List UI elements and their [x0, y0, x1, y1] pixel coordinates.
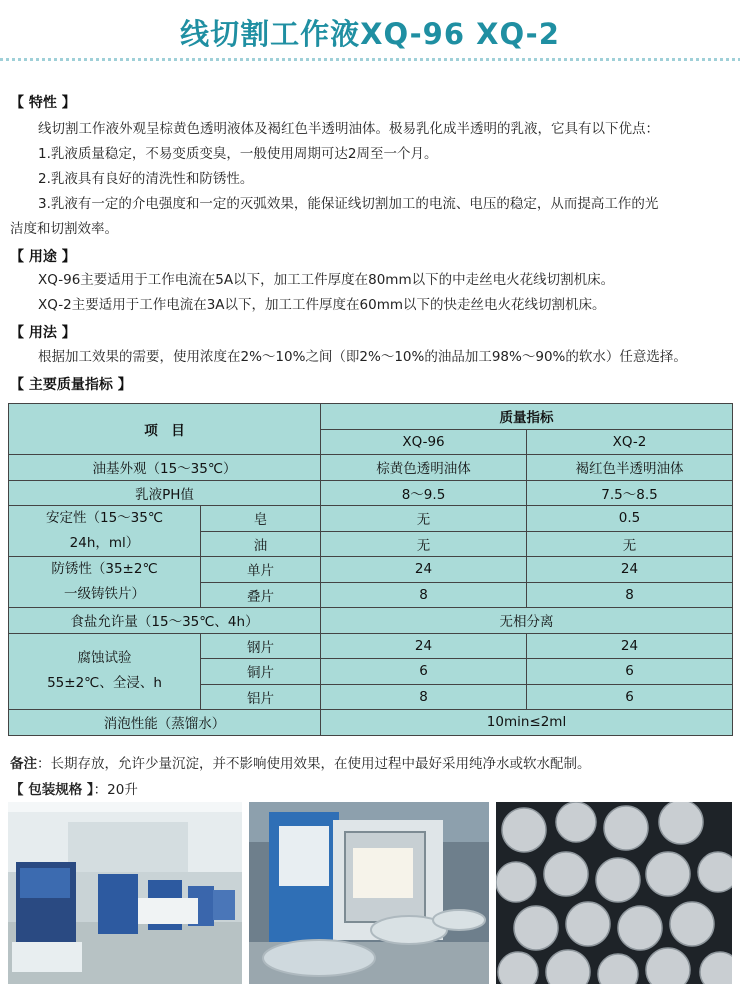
rust-single-xq2: 24: [527, 557, 733, 583]
index-header: 质量指标: [321, 404, 733, 430]
method-line: 根据加工效果的需要，使用浓度在2%～10%之间（即2%～10%的油品加工98%～90%的软水）任意选择。: [38, 349, 687, 365]
corrosion-aluminum-xq2: 6: [527, 684, 733, 710]
stability-soap-label: 皂: [201, 506, 321, 532]
features-line: 洁度和切割效率。: [10, 221, 118, 237]
features-line: 2.乳液具有良好的清洗性和防锈性。: [38, 171, 254, 187]
rust-single-xq96: 24: [321, 557, 527, 583]
corrosion-label: [9, 633, 201, 710]
uses-line: XQ-96主要适用于工作电流在5A以下，加工工件厚度在80mm以下的中走丝电火花线切割机床。: [38, 272, 615, 288]
ph-xq96: 8～9.5: [321, 480, 527, 506]
rust-stack-label: 叠片: [201, 582, 321, 608]
rust-stack-xq2: 8: [527, 582, 733, 608]
rust-label-line1: 防锈性（35±2℃: [51, 561, 158, 577]
features-line: 3.乳液有一定的介电强度和一定的灭弧效果，能保证线切割加工的电流、电压的稳定，从而提高工作的光: [38, 196, 659, 212]
stability-oil-xq96: 无: [321, 531, 527, 557]
note: [10, 752, 591, 772]
stability-oil-xq2: 无: [527, 531, 733, 557]
features-heading: 【 特性 】: [10, 95, 76, 111]
rust-label: [9, 557, 201, 608]
corrosion-copper-label: 铜片: [201, 659, 321, 685]
stability-label-line2: 24h，ml）: [69, 535, 140, 551]
corrosion-copper-xq96: 6: [321, 659, 527, 685]
features-line: 1.乳液质量稳定，不易变质变臭，一般使用周期可达2周至一个月。: [38, 146, 438, 162]
corrosion-steel-label: 钢片: [201, 633, 321, 659]
note-text: ：长期存放，允许少量沉淀，并不影响使用效果，在使用过程中最好采用纯净水或软水配制。: [37, 756, 591, 772]
stability-label-line1: 安定性（15～35℃: [45, 510, 164, 526]
title-divider: [0, 58, 740, 61]
foam-value: 10min≤2ml: [321, 710, 733, 736]
appearance-xq2: 褐红色半透明油体: [527, 455, 733, 481]
quality-table: [8, 403, 733, 736]
corrosion-aluminum-label: 铝片: [201, 684, 321, 710]
quality-heading: 【 主要质量指标 】: [10, 377, 132, 393]
uses-line: XQ-2主要适用于工作电流在3A以下，加工工件厚度在60mm以下的快走丝电火花线切割机床。: [38, 297, 606, 313]
rust-stack-xq96: 8: [321, 582, 527, 608]
method-heading: 【 用法 】: [10, 325, 76, 341]
col-xq96: XQ-96: [321, 429, 527, 455]
oven-photo: [249, 802, 489, 984]
ph-label: 乳液PH值: [9, 480, 321, 506]
metal-discs-photo: [496, 802, 732, 984]
corrosion-aluminum-xq96: 8: [321, 684, 527, 710]
foam-label: 消泡性能（蒸馏水）: [9, 710, 321, 736]
uses-heading: 【 用途 】: [10, 249, 76, 265]
rust-single-label: 单片: [201, 557, 321, 583]
corrosion-copper-xq2: 6: [527, 659, 733, 685]
packaging-label: 【 包装规格 】: [10, 782, 94, 798]
factory-photo: [8, 802, 242, 984]
ph-xq2: 7.5～8.5: [527, 480, 733, 506]
stability-soap-xq2: 0.5: [527, 506, 733, 532]
salt-value: 无相分离: [321, 608, 733, 634]
appearance-label: 油基外观（15～35℃）: [9, 455, 321, 481]
note-label: 备注: [10, 756, 37, 772]
stability-soap-xq96: 无: [321, 506, 527, 532]
rust-label-line2: 一级铸铁片）: [64, 586, 145, 602]
packaging-value: ：20升: [93, 782, 138, 798]
page-title: 线切割工作液XQ-96 XQ-2: [180, 17, 560, 51]
stability-oil-label: 油: [201, 531, 321, 557]
features-line: 线切割工作液外观呈棕黄色透明液体及褐红色半透明油体。极易乳化成半透明的乳液，它具有以下优点：: [38, 121, 659, 137]
stability-label: [9, 506, 201, 557]
appearance-xq96: 棕黄色透明油体: [321, 455, 527, 481]
corrosion-steel-xq96: 24: [321, 633, 527, 659]
corrosion-steel-xq2: 24: [527, 633, 733, 659]
corrosion-label-line2: 55±2℃、全浸、h: [47, 675, 162, 692]
item-header: 项 目: [9, 404, 321, 455]
packaging: [10, 778, 138, 798]
salt-label: 食盐允许量（15～35℃、4h）: [9, 608, 321, 634]
corrosion-label-line1: 腐蚀试验: [77, 650, 132, 667]
col-xq2: XQ-2: [527, 429, 733, 455]
